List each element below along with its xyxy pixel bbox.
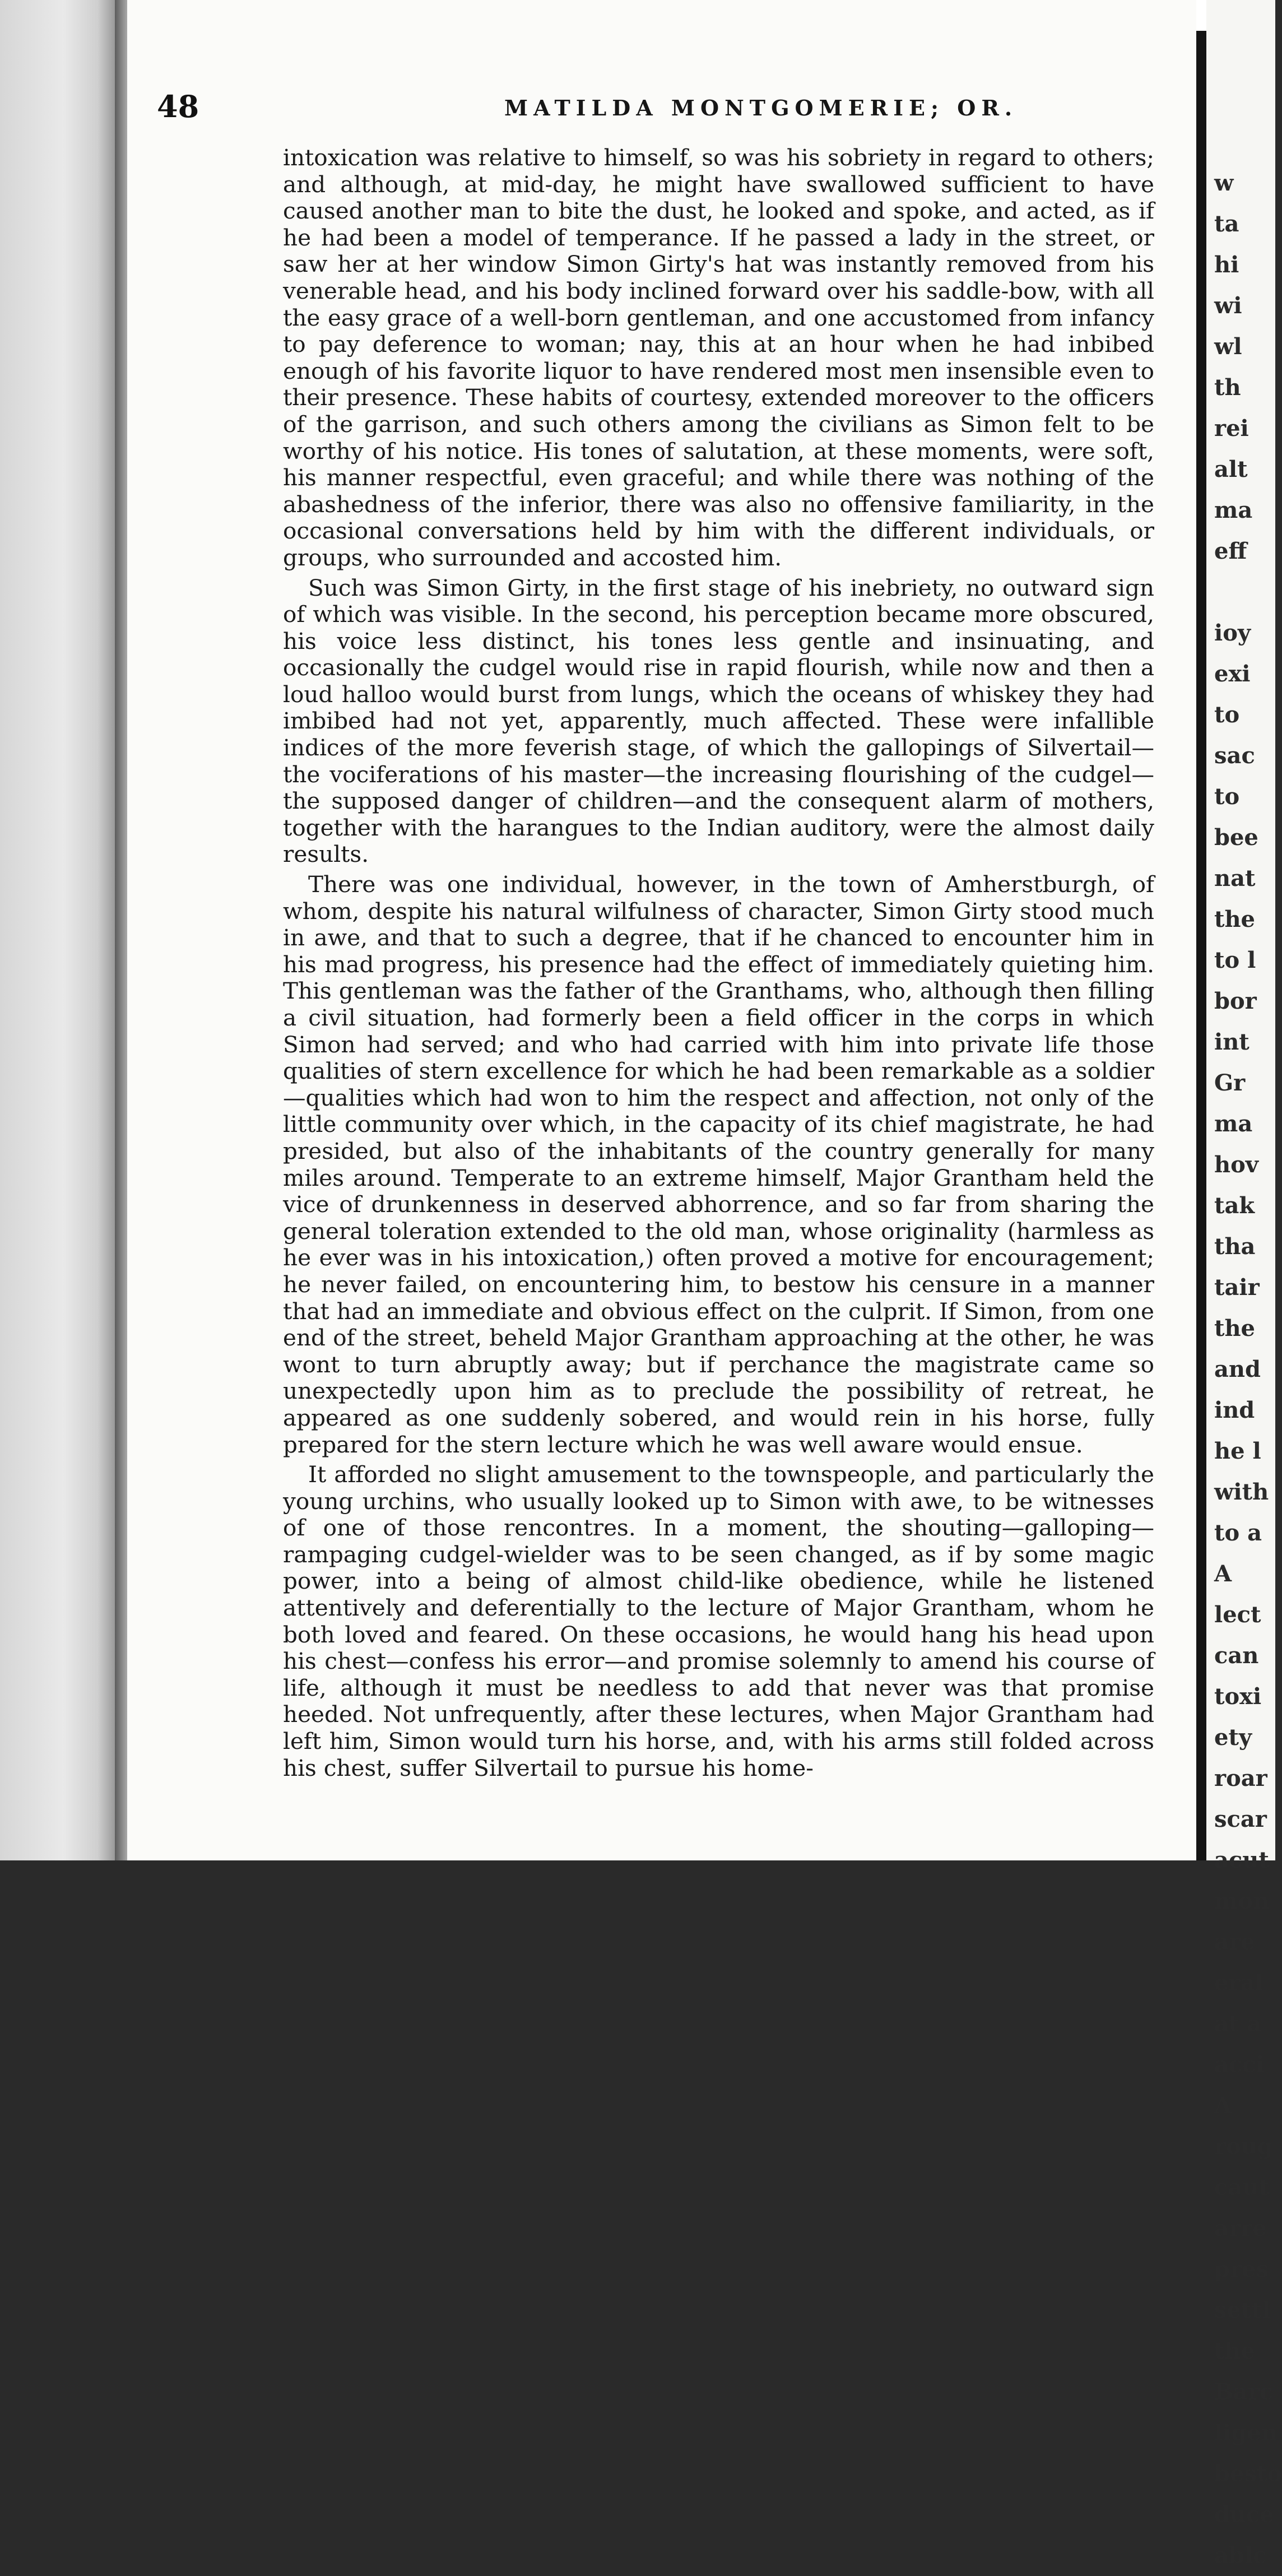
facing-page-fragment: Barc — [1214, 2379, 1274, 2405]
facing-page-fragment: to — [1214, 702, 1240, 728]
paragraph-3: There was one individual, however, in the town of Amherstburgh, of whom, despite his natural wilfulness of character, Simon Girty stood much in awe, and that to such a degree, that if he chanced to encounter him in his mad progress, his presence had the effect of immediately quieting him. This gentleman was the father of the Granthams, who, although then filling a civil situation, had formerly been a field officer in the corps in which Simon had served; and who had carried with him into private life those qualities of stern excellence for which he had been remarkable as a soldier—qualities which had won to him the respect and affection, not only of the little community over which, in the capacity of its chief magistrate, he had presided, but also of the inhabitants of the country generally for many miles around. Temperate to an extreme himself, Major Grantham held the vice of drunkenness in deserved abhorrence, and so far from sharing the general toleration extended to the old man, whose originality (harmless as he ever was in his intoxication,) often proved a motive for encouragement; he never failed, on encountering him, to bestow his censure in a manner that had an immediate and obvious effect on the culprit. If Simon, from one end of the street, beheld Major Grantham approaching at the other, he was wont to turn abruptly away; but if perchance the magistrate came so unexpectedly upon him as to preclude the possibility of retreat, he appeared as one suddenly sobered, and would rein in his horse, fully prepared for the stern lecture which he was well aware would ensue. — [283, 871, 1154, 1458]
facing-page-fragment: mon — [1214, 1888, 1270, 1914]
facing-page-fragment: are — [1214, 1929, 1255, 1955]
facing-page-fragment: w — [1214, 170, 1234, 196]
facing-page-text-fragments — [1214, 163, 1281, 2576]
page-number: 48 — [157, 89, 199, 124]
running-title: MATILDA MONTGOMERIE; OR. — [504, 95, 1018, 120]
facing-page-fragment: A — [1214, 2092, 1232, 2119]
facing-page-fragment: acci — [1214, 2051, 1265, 2078]
facing-page-fragment: bee — [1214, 824, 1258, 851]
facing-page-fragment: int — [1214, 1029, 1250, 1055]
facing-page-fragment: exi — [1214, 661, 1251, 687]
facing-page-fragment: tha — [1214, 1233, 1256, 1260]
facing-page-fragment: bor — [1214, 988, 1257, 1014]
facing-page-fragment: A — [1214, 1561, 1232, 1587]
facing-page-fragment: he l — [1214, 1438, 1261, 1464]
facing-page-fragment: ind — [1214, 1397, 1255, 1423]
facing-page-fragment: hi — [1214, 252, 1239, 278]
facing-page-fragment: the — [1214, 2338, 1256, 2364]
facing-page-fragment: with — [1214, 1479, 1269, 1505]
facing-page-fragment: ma — [1214, 497, 1253, 523]
page-stack-edge — [0, 0, 115, 1860]
facing-page-fragment: eral — [1214, 1970, 1264, 1996]
facing-page-fragment: Gr — [1214, 1070, 1246, 1096]
facing-page-fragment: besto — [1214, 2461, 1282, 2487]
facing-page-fragment: ety — [1214, 1724, 1252, 1751]
facing-page-fragment: wi — [1214, 293, 1242, 319]
facing-page-fragment — [1214, 572, 1281, 612]
facing-page-fragment: ma — [1214, 1111, 1253, 1137]
paragraph-1: intoxication was relative to himself, so was his sobriety in regard to others; and although, at mid-day, he might have swallowed sufficient to have caused another man to bite the dust, he looked and spoke, and acted, as if he had been a model of temperance. If he passed a lady in the street, or saw her at her window Simon Girty's hat was instantly removed from his venerable head, and his body inclined forward over his saddle-bow, with all the easy grace of a well-born gentleman, and one accustomed from infancy to pay deference to woman; nay, this at an hour when he had inbibed enough of his favorite liquor to have rendered most men insensible even to their presence. These habits of courtesy, extended moreover to the officers of the garrison, and such others among the civilians as Simon felt to be worthy of his notice. His tones of salutation, at these moments, were soft, his manner respectful, even graceful; and while there was nothing of the abashedness of the inferior, there was also no offensive familiarity, in the occasional conversations held by him with the different individuals, or groups, who surrounded and accosted him. — [283, 144, 1154, 571]
facing-page-fragment: pres — [1214, 2256, 1269, 2282]
page-fold-shadow — [1196, 31, 1206, 1860]
facing-page-fragment: hov — [1214, 1152, 1259, 1178]
paragraph-2: Such was Simon Girty, in the first stage of his inebriety, no outward sign of which was visible. In the second, his perception became more obscured, his voice less distinct, his tones less gentle and insinuating, and occasionally the cudgel would rise in rapid flourish, while now and then a loud halloo would burst from lungs, which the oceans of whiskey they had imbibed had not yet, apparently, much affected. These were infallible indices of the more feverish stage, of which the gallopings of Silvertail—the vociferations of his master—the increasing flourishing of the cudgel—the supposed danger of children—and the consequent alarm of mothers, together with the harangues to the Indian auditory, were the almost daily results. — [283, 574, 1154, 868]
facing-page-fragment: eff — [1214, 538, 1247, 564]
facing-page-fragment: duce — [1214, 2501, 1274, 2528]
facing-page-fragment: ioy — [1214, 620, 1251, 646]
facing-page-fragment: sac — [1214, 742, 1255, 769]
facing-page-fragment: toxi — [1214, 1683, 1262, 1710]
facing-page-fragment: acut — [1214, 1847, 1269, 1873]
facing-page-fragment: scar — [1214, 1806, 1267, 1832]
facing-page-fragment: to — [1214, 783, 1240, 810]
paragraph-4: It afforded no slight amusement to the townspeople, and particularly the young urchins, who usually looked up to Simon with awe, to be witnesses of one of those rencontres. In a moment, the shouting—galloping—rampaging cudgel-wielder was to be seen changed, as if by some magic power, into a being of almost child-like obedience, while he listened attentively and deferentially to the lecture of Major Grantham, whom he both loved and feared. On these occasions, he would hang his head upon his chest—confess his error—and promise solemnly to amend his course of life, although it must be needless to add that never was that promise heeded. Not unfrequently, after these lectures, when Major Grantham had left him, Simon would turn his horse, and, with his arms still folded across his chest, suffer Silvertail to pursue his home- — [283, 1461, 1154, 1781]
page-header — [157, 89, 1165, 128]
facing-page-fragment: settl — [1214, 2297, 1271, 2323]
facing-page-fragment: rei — [1214, 415, 1249, 442]
binding-gutter — [115, 0, 127, 1860]
facing-page-edge — [1206, 0, 1282, 2569]
facing-page-fragment: alt — [1214, 456, 1248, 482]
facing-page-fragment: the — [1214, 906, 1256, 932]
facing-page-fragment: arre — [1214, 2215, 1267, 2241]
facing-page-fragment: can — [1214, 1642, 1259, 1669]
facing-page-fragment: ablc — [1214, 2542, 1267, 2569]
facing-page-fragment: tair — [1214, 1274, 1260, 1301]
body-text — [283, 145, 1154, 1781]
facing-page-fragment: caut — [1214, 2174, 1269, 2201]
facing-page-fragment: and — [1214, 1356, 1261, 1382]
facing-page-fragment: tak — [1214, 1192, 1255, 1219]
facing-page-fragment: wl — [1214, 333, 1242, 360]
facing-page-fragment: th — [1214, 374, 1241, 401]
facing-page-fragment: the — [1214, 1315, 1256, 1342]
facing-page-fragment: roar — [1214, 1765, 1267, 1791]
facing-page-fragment: at a — [1214, 2011, 1262, 2037]
facing-page-fragment: ligen — [1214, 2420, 1278, 2446]
facing-page-fragment: ta — [1214, 211, 1239, 237]
facing-page-fragment: nat — [1214, 865, 1256, 892]
facing-page-fragment: to a — [1214, 1520, 1262, 1546]
facing-page-fragment: lect — [1214, 1602, 1261, 1628]
facing-page-fragment: roug — [1214, 2133, 1273, 2160]
facing-page-fragment: to l — [1214, 947, 1256, 973]
